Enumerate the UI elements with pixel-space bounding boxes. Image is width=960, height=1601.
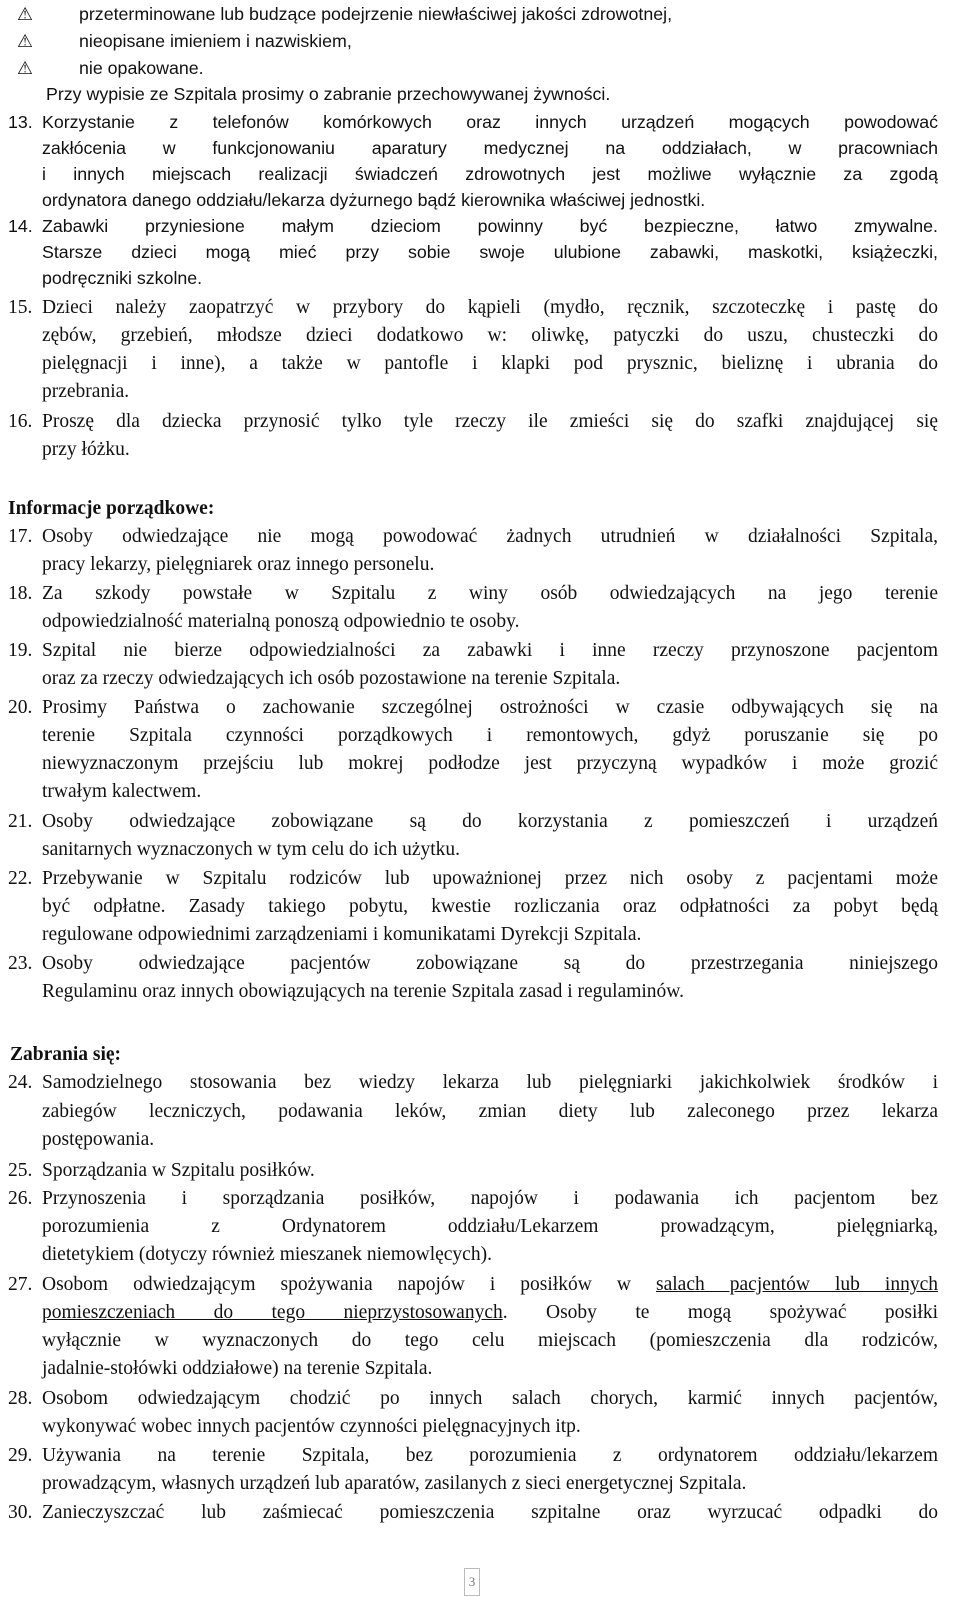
section-heading: Informacje porządkowe:: [8, 498, 215, 519]
item-text: wyłącznie w wyznaczonych do tego celu miejscach (pomieszczenia dla rodziców,: [42, 1330, 938, 1351]
item-number: 18.: [8, 583, 33, 604]
list-item: ⚠ nie opakowane.: [17, 58, 204, 78]
item-number: 21.: [8, 811, 33, 832]
item-text: Starsze dzieci mogą mieć przy sobie swoje ulubione zabawki, maskotki, książeczki,: [42, 242, 938, 262]
item-text: i innych miejscach realizacji świadczeń zdrowotnych jest możliwe wyłącznie za zgodą: [42, 164, 938, 184]
item-number: 30.: [8, 1502, 33, 1523]
item-number: 14.: [8, 216, 33, 236]
section-heading: Zabrania się:: [10, 1044, 122, 1065]
item-text: dietetykiem (dotyczy również mieszanek niemowlęcych).: [42, 1244, 492, 1265]
list-item: ⚠ nieopisane imieniem i nazwiskiem,: [17, 31, 352, 51]
item-text: Osoby odwiedzające pacjentów zobowiązane są do przestrzegania niniejszego: [42, 953, 938, 974]
item-text: terenie Szpitala czynności porządkowych i remontowych, gdyż poruszanie się po: [42, 725, 938, 746]
item-text: Zanieczyszczać lub zaśmiecać pomieszczenia szpitalne oraz wyrzucać odpadki do: [42, 1502, 938, 1523]
item-text: Proszę dla dziecka przynosić tylko tyle rzeczy ile zmieści się do szafki znajdującej się: [42, 411, 938, 432]
item-text: Za szkody powstałe w Szpitalu z winy osób odwiedzających na jego terenie: [42, 583, 938, 604]
item-text: Przynoszenia i sporządzania posiłków, napojów i podawania ich pacjentom bez: [42, 1188, 938, 1209]
item-text: sanitarnych wyznaczonych w tym celu do ich użytku.: [42, 839, 461, 860]
item-text: być odpłatne. Zasady takiego pobytu, kwestie rozliczania oraz odpłatności za pobyt będą: [42, 896, 938, 917]
item-number: 13.: [8, 112, 33, 132]
item-text: porozumienia z Ordynatorem oddziału/Lekarzem prowadzącym, pielęgniarką,: [42, 1216, 938, 1237]
item-text: wykonywać wobec innych pacjentów czynności pielęgnacyjnych itp.: [42, 1416, 581, 1437]
item-text: Osoby odwiedzające zobowiązane są do korzystania z pomieszczeń i urządzeń: [42, 811, 938, 832]
item-number: 26.: [8, 1188, 33, 1209]
item-text: Dzieci należy zaopatrzyć w przybory do kąpieli (mydło, ręcznik, szczoteczkę i pastę do: [42, 297, 938, 318]
warning-icon: ⚠: [17, 31, 33, 51]
item-text: zabiegów leczniczych, podawania leków, zmian diety lub zaleconego przez lekarza: [42, 1101, 938, 1122]
item-text: przy łóżku.: [42, 439, 130, 460]
item-text: pielęgnacji i inne), a także w pantofle i klapki pod prysznic, bieliznę i ubrania do: [42, 353, 938, 374]
item-number: 28.: [8, 1388, 33, 1409]
page-number: 3: [464, 1568, 480, 1596]
item-text: Korzystanie z telefonów komórkowych oraz innych urządzeń mogących powodować: [42, 112, 938, 132]
item-text: Regulaminu oraz innych obowiązujących na terenie Szpitala zasad i regulaminów.: [42, 981, 684, 1002]
item-number: 22.: [8, 868, 33, 889]
list-item: ⚠ przeterminowane lub budzące podejrzenie niewłaściwej jakości zdrowotnej,: [17, 4, 673, 24]
item-number: 19.: [8, 640, 33, 661]
item-text: Zabawki przyniesione małym dzieciom powinny być bezpieczne, łatwo zmywalne.: [42, 216, 938, 236]
item-text: jadalnie-stołówki oddziałowe) na terenie Szpitala.: [42, 1358, 433, 1379]
item-number: 23.: [8, 953, 33, 974]
item-text: trwałym kalectwem.: [42, 781, 202, 802]
item-text: postępowania.: [42, 1129, 155, 1150]
item-number: 16.: [8, 411, 33, 432]
item-text: Używania na terenie Szpitala, bez porozumienia z ordynatorem oddziału/lekarzem: [42, 1445, 938, 1466]
warning-icon: ⚠: [17, 58, 33, 78]
item-text: regulowane odpowiednimi zarządzeniami i komunikatami Dyrekcji Szpitala.: [42, 924, 642, 945]
item-number: 20.: [8, 697, 33, 718]
item-text: Prosimy Państwa o zachowanie szczególnej ostrożności w czasie odbywających się na: [42, 697, 938, 718]
item-number: 24.: [8, 1072, 33, 1093]
item-text: Osobom odwiedzającym spożywania napojów i posiłków w salach pacjentów lub innych: [42, 1274, 938, 1295]
intro-note: Przy wypisie ze Szpitala prosimy o zabranie przechowywanej żywności.: [46, 84, 611, 104]
item-text: prowadzącym, własnych urządzeń lub aparatów, zasilanych z sieci energetycznej Szpitala.: [42, 1473, 747, 1494]
item-text: pracy lekarzy, pielęgniarek oraz innego personelu.: [42, 554, 435, 575]
item-text: Osobom odwiedzającym chodzić po innych salach chorych, karmić innych pacjentów,: [42, 1388, 938, 1409]
item-number: 29.: [8, 1445, 33, 1466]
item-text: Osoby odwiedzające nie mogą powodować żadnych utrudnień w działalności Szpitala,: [42, 526, 938, 547]
warning-icon: ⚠: [17, 4, 33, 24]
item-number: 27.: [8, 1274, 33, 1295]
item-text: zębów, grzebień, młodsze dzieci dodatkowo w: oliwkę, patyczki do uszu, chusteczki do: [42, 325, 938, 346]
item-text: Sporządzania w Szpitalu posiłków.: [42, 1160, 315, 1181]
item-text: podręczniki szkolne.: [42, 268, 203, 288]
item-text: Szpital nie bierze odpowiedzialności za zabawki i inne rzeczy przynoszone pacjentom: [42, 640, 938, 661]
item-text: oraz za rzeczy odwiedzających ich osób pozostawione na terenie Szpitala.: [42, 668, 621, 689]
item-number: 15.: [8, 297, 33, 318]
item-text: ordynatora danego oddziału/lekarza dyżurnego bądź kierownika właściwej jednostki.: [42, 190, 706, 210]
item-text: niewyznaczonym przejściu lub mokrej podłodze jest przyczyną wypadków i może grozić: [42, 753, 938, 774]
item-text: Samodzielnego stosowania bez wiedzy lekarza lub pielęgniarki jakichkolwiek środków i: [42, 1072, 938, 1093]
item-text: Przebywanie w Szpitalu rodziców lub upoważnionej przez nich osoby z pacjentami może: [42, 868, 938, 889]
item-number: 17.: [8, 526, 33, 547]
item-text: przebrania.: [42, 381, 130, 402]
item-number: 25.: [8, 1160, 33, 1181]
item-text: pomieszczeniach do tego nieprzystosowanych. Osoby te mogą spożywać posiłki: [42, 1302, 938, 1323]
item-text: odpowiedzialność materialną ponoszą odpowiednio te osoby.: [42, 611, 520, 632]
item-text: zakłócenia w funkcjonowaniu aparatury medycznej na oddziałach, w pracowniach: [42, 138, 938, 158]
